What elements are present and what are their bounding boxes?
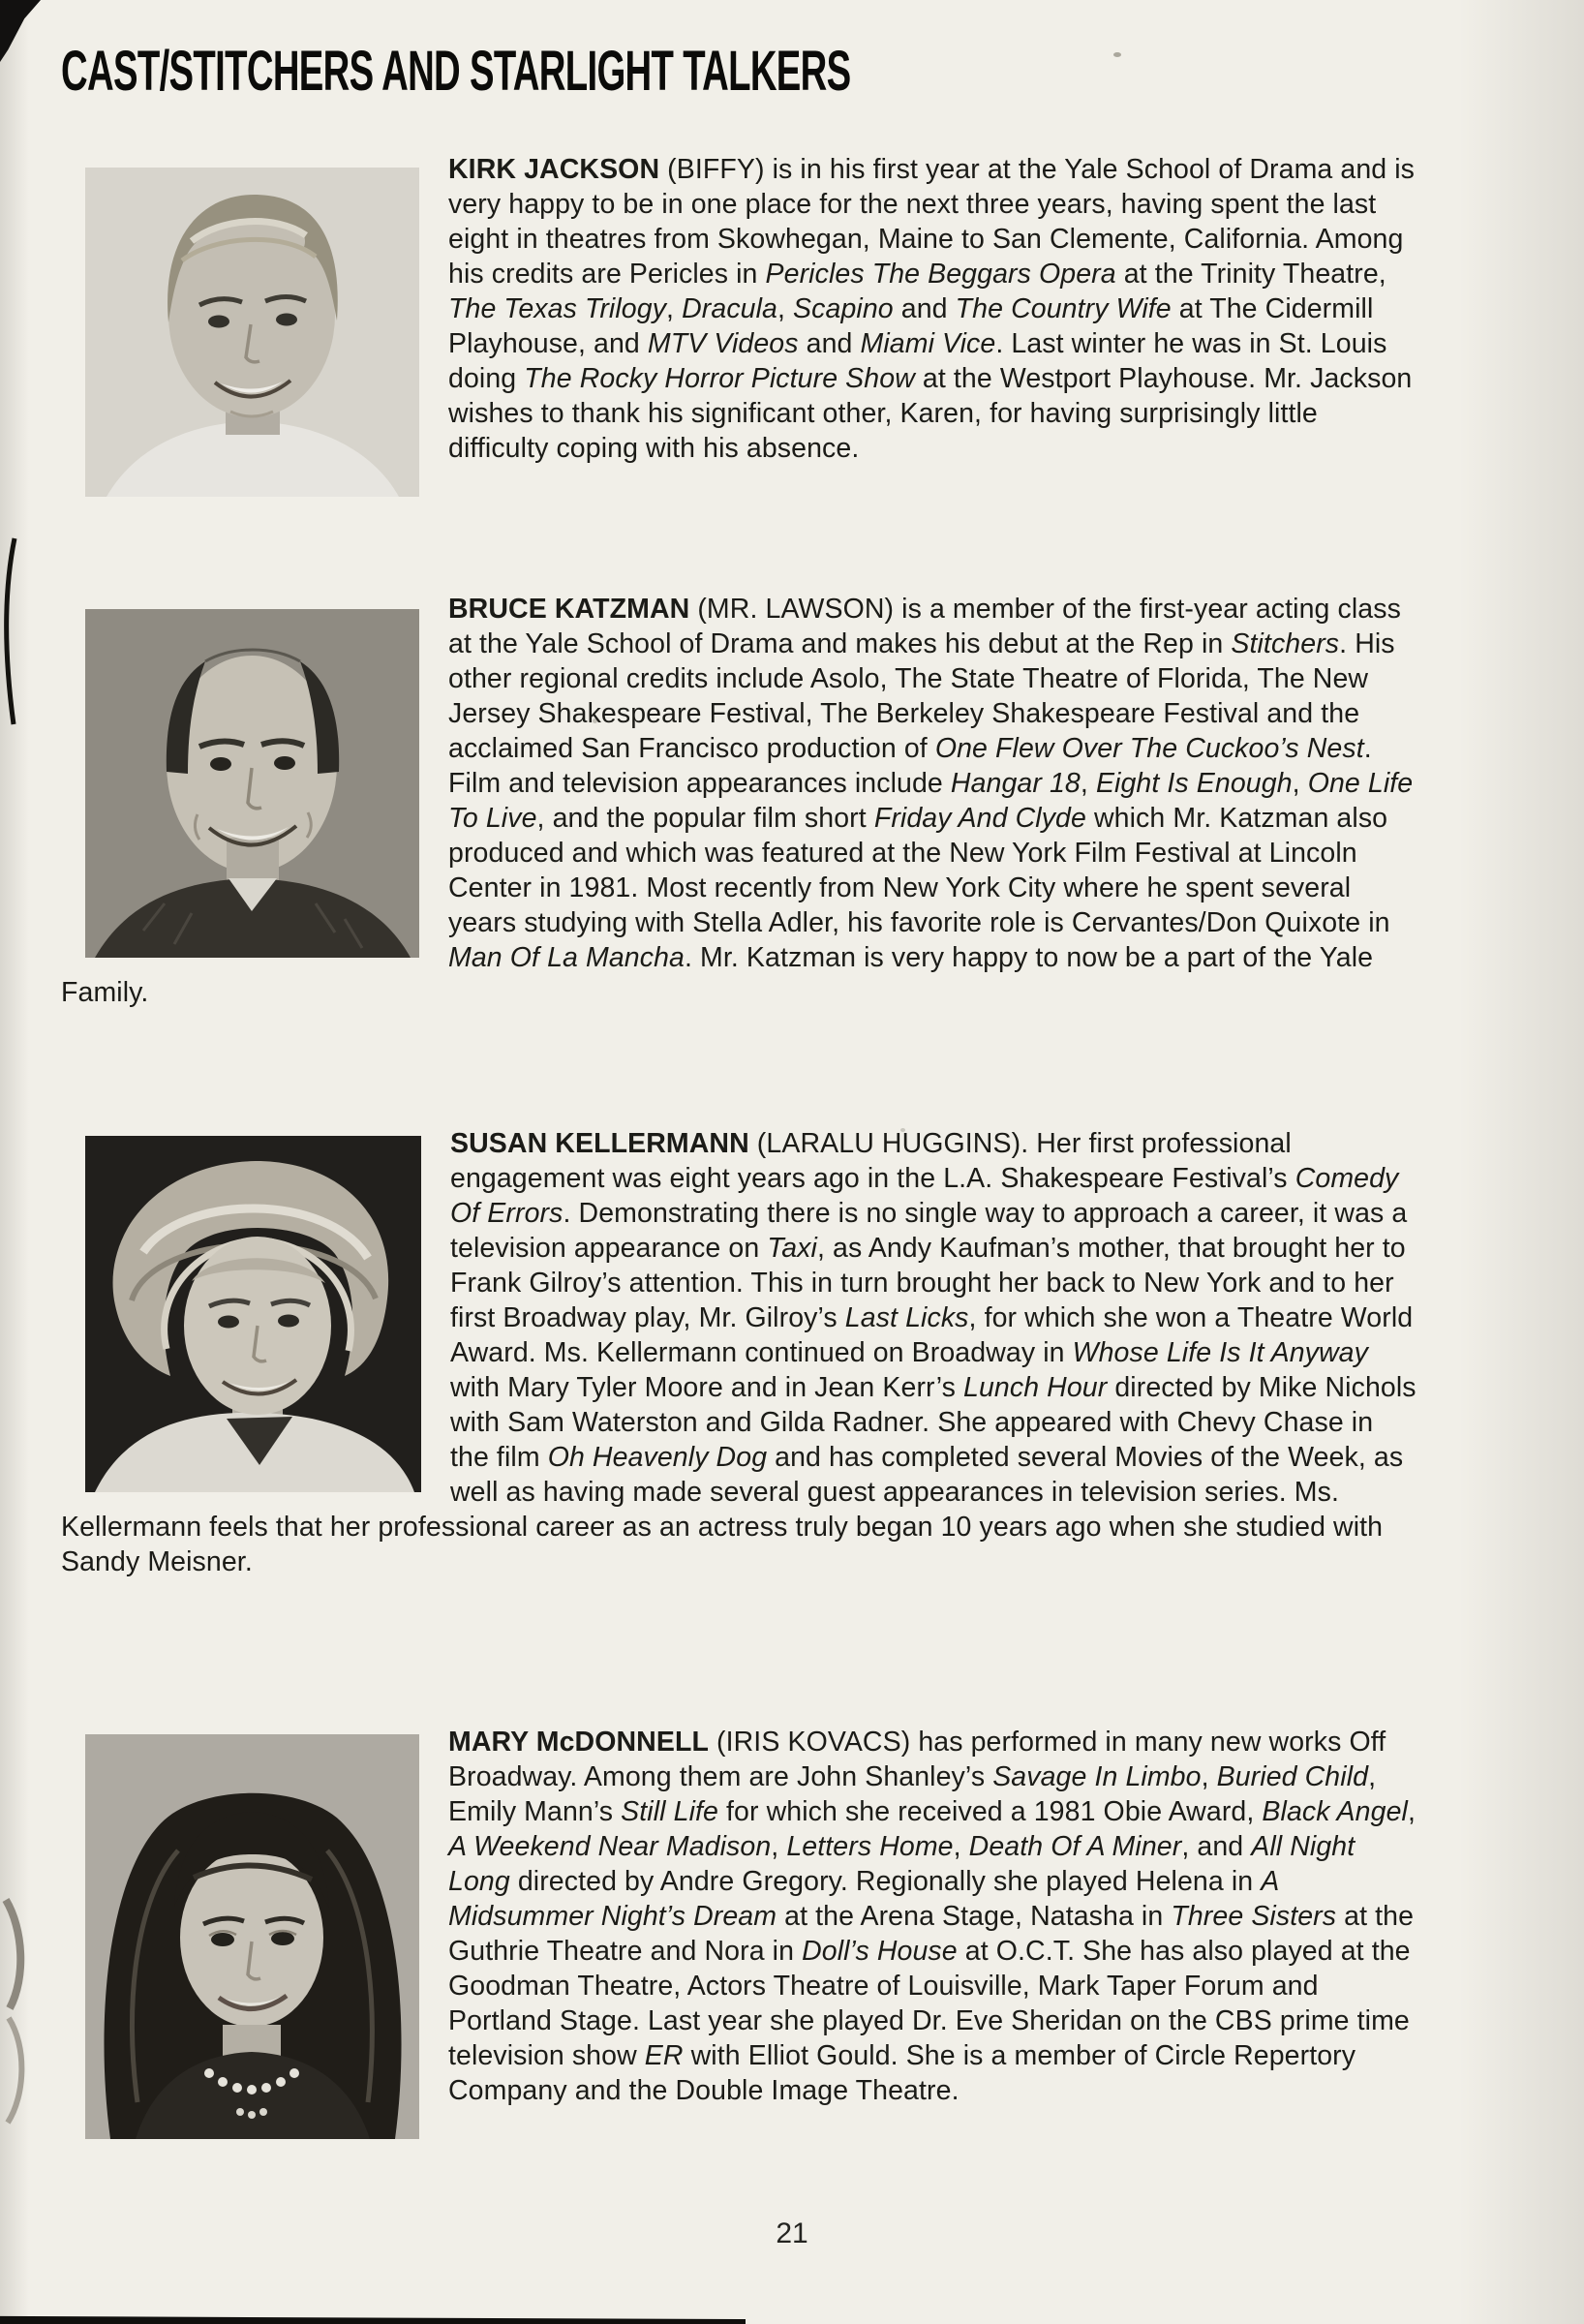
- bio-susan-kellermann: [61, 1126, 1416, 1579]
- page-edge-shadow: [1458, 0, 1584, 2324]
- kirk-jackson-photo: [85, 168, 419, 497]
- page-number: 21: [776, 2217, 808, 2249]
- bio-kirk-jackson: [61, 152, 1416, 510]
- mary-mcdonnell-photo: [85, 1734, 419, 2139]
- page-content: [61, 39, 1416, 2153]
- binding-mark-bottom: [0, 2315, 746, 2324]
- bio-text-mary-mcdonnell: MARY McDONNELL (IRIS KOVACS) has performed in many new works Off Broadway. Among them are John Shanley’s Savage In Limbo, Buried Child, Emily Mann’s Still Life for which she received a 1981 Obie Award, Black Angel, A Weekend Near Madison, Letters Home, Death Of A Miner, and All Night Long directed by Andre Gregory. Regionally she played Helena in A Midsummer Night’s Dream at the Arena Stage, Natasha in Three Sisters at the Guthrie Theatre and Nora in Doll’s House at O.C.T. She has also played at the Goodman Theatre, Actors Theatre of Louisville, Mark Taper Forum and Portland Stage. Last year she played Dr. Eve Sheridan on the CBS prime time television show ER with Elliot Gould. She is a member of Circle Repertory Company and the Double Image Theatre.: [448, 1727, 1416, 2106]
- bio-bruce-katzman: [61, 592, 1416, 1010]
- staple-mark-left: [0, 1888, 33, 2130]
- binding-mark-left: [0, 535, 23, 728]
- susan-kellermann-photo: [85, 1136, 421, 1492]
- bio-text-susan-kellermann: SUSAN KELLERMANN (LARALU HUGGINS). Her first professional engagement was eight years ago in the L.A. Shakespeare Festival’s Comedy Of Errors. Demonstrating there is no single way to approach a career, it was a television appearance on Taxi, as Andy Kaufman’s mother, that brought her to Frank Gilroy’s attention. This in turn brought her back to New York and to her first Broadway play, Mr. Gilroy’s Last Licks, for which she won a Theatre World Award. Ms. Kellermann continued on Broadway in Whose Life Is It Anyway with Mary Tyler Moore and in Jean Kerr’s Lunch Hour directed by Mike Nichols with Sam Waterston and Gilda Radner. She appeared with Chevy Chase in the film Oh Heavenly Dog and has completed several Movies of the Week, as well as having made several guest appearances in television series. Ms. Kellermann feels that her professional career as an actress truly began 10 years ago when she studied with Sandy Meisner.: [61, 1128, 1416, 1577]
- bio-text-bruce-katzman: BRUCE KATZMAN (MR. LAWSON) is a member of the first-year acting class at the Yale School of Drama and makes his debut at the Rep in Stitchers. His other regional credits include Asolo, The State Theatre of Florida, The New Jersey Shakespeare Festival, The Berkeley Shakespeare Festival and the acclaimed San Francisco production of One Flew Over The Cuckoo’s Nest. Film and television appearances include Hangar 18, Eight Is Enough, One Life To Live, and the popular film short Friday And Clyde which Mr. Katzman also produced and which was featured at the New York Film Festival at Lincoln Center in 1981. Most recently from New York City where he spent several years studying with Stella Adler, his favorite role is Cervantes/Don Quixote in Man Of La Mancha. Mr. Katzman is very happy to now be a part of the Yale Family.: [61, 594, 1414, 1008]
- bio-text-kirk-jackson: KIRK JACKSON (BIFFY) is in his first year at the Yale School of Drama and is very happy to be in one place for the next three years, having spent the last eight in theatres from Skowhegan, Maine to San Clemente, California. Among his credits are Pericles in Pericles The Beggars Opera at the Trinity Theatre, The Texas Trilogy, Dracula, Scapino and The Country Wife at The Cidermill Playhouse, and MTV Videos and Miami Vice. Last winter he was in St. Louis doing The Rocky Horror Picture Show at the Westport Playhouse. Mr. Jackson wishes to thank his significant other, Karen, for having surprisingly little difficulty coping with his absence.: [448, 154, 1416, 464]
- bio-mary-mcdonnell: [61, 1725, 1416, 2153]
- bruce-katzman-photo: [85, 609, 419, 958]
- page-title: CAST/STITCHERS AND STARLIGHT TALKERS: [61, 40, 851, 103]
